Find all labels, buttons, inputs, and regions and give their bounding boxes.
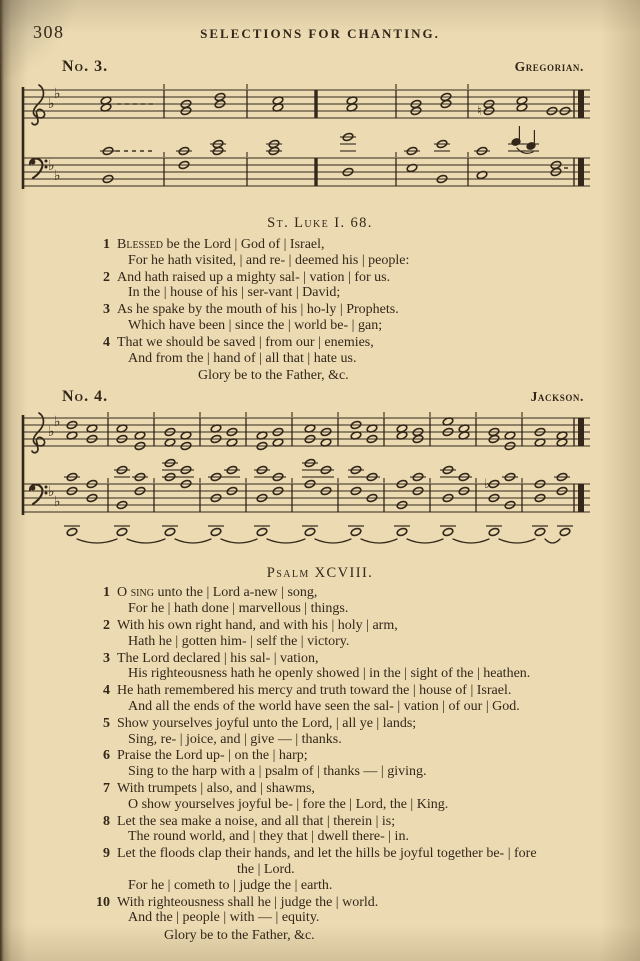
verse-number: 9 — [103, 846, 110, 862]
verse-number: 1 — [103, 585, 110, 601]
verse — [86, 895, 628, 927]
piece-heading — [62, 58, 584, 76]
verse-number: 5 — [103, 715, 110, 731]
verse-line: And hath raised up a mighty sal- | vation | for us. — [117, 269, 391, 285]
verse-list — [86, 585, 628, 926]
verse — [86, 781, 628, 813]
verse — [86, 716, 628, 748]
verse — [86, 302, 628, 334]
svg-text:♭: ♭ — [48, 158, 55, 174]
music-system-no3 — [16, 80, 606, 202]
verse-line: O sing unto the | Lord a-new | song, — [117, 585, 318, 601]
verse-number: 4 — [103, 683, 110, 699]
gloria-line: Glory be to the Father, &c. — [198, 368, 349, 384]
verse-number: 7 — [103, 780, 110, 796]
svg-text:♭: ♭ — [484, 477, 491, 493]
verse-line: O show yourselves joyful be- | fore the | Lord, the | King. — [128, 796, 449, 812]
verse-line: The Lord declared | his sal- | vation, — [117, 650, 319, 666]
verse-line: the | Lord. — [237, 861, 295, 877]
svg-text:♮: ♮ — [477, 104, 482, 119]
page-header — [0, 0, 640, 46]
verse-lead-word: O sing — [117, 585, 154, 601]
verse-number: 1 — [103, 237, 110, 252]
verse-number: 6 — [103, 748, 110, 764]
verse-line: That we should be saved | from our | enemies, — [117, 334, 374, 350]
verse-line: Sing to the harp with a | psalm of | thanks — | giving. — [128, 764, 427, 780]
composer-name: Jackson. — [530, 389, 584, 405]
verse — [86, 846, 628, 893]
verse-line: Hath he | gotten him- | self the | victory. — [128, 633, 350, 649]
verse-line: With trumpets | also, and | shawms, — [117, 780, 315, 796]
verse-number: 2 — [103, 617, 110, 633]
verse — [86, 748, 628, 780]
verse-line: In the | house of his | ser-vant | David; — [128, 285, 341, 301]
piece-number: No. 4. — [62, 388, 109, 406]
verse-line: With his own right hand, and with his | holy | arm, — [117, 617, 398, 633]
running-title: SELECTIONS FOR CHANTING. — [200, 26, 440, 41]
verse-line: Praise the Lord up- | on the | harp; — [117, 748, 308, 764]
verse-line: As he spake by the mouth of his | ho-ly | Prophets. — [117, 302, 399, 318]
verse-line: The round world, and | they that | dwell there- | in. — [128, 829, 409, 845]
verse-line: Let the sea make a noise, and all that | therein | is; — [117, 813, 396, 829]
canticle-title: St. Luke I. 68. — [267, 215, 373, 231]
verse-list — [86, 237, 628, 366]
verse-number: 8 — [103, 813, 110, 829]
svg-text:♭: ♭ — [54, 414, 61, 431]
verse-line: Let the floods clap their hands, and let the hills be joyful together be- | fore — [117, 846, 537, 862]
verse-line: With righteousness shall he | judge the | world. — [117, 894, 379, 910]
chant-section-no3 — [0, 58, 640, 384]
verse-line: He hath remembered his mercy and truth toward the | house of | Israel. — [117, 683, 512, 699]
page-number: 308 — [33, 22, 65, 42]
music-system-no4 — [16, 408, 606, 554]
chant-section-no4 — [0, 388, 640, 944]
verse-line: Sing, re- | joice, and | give — | thanks. — [128, 731, 342, 747]
verse — [86, 814, 628, 846]
verse — [86, 618, 628, 650]
verse — [86, 335, 628, 367]
svg-text:♭: ♭ — [48, 484, 55, 501]
psalm-title: Psalm XCVIII. — [266, 565, 374, 582]
svg-text:♭: ♭ — [54, 494, 61, 511]
verse-number: 3 — [103, 302, 110, 318]
verse-line: For he | hath done | marvellous | things. — [128, 601, 349, 617]
verse-number: 3 — [103, 650, 110, 666]
verse-number: 2 — [103, 269, 110, 285]
verse-line: For he | cometh to | judge the | earth. — [128, 877, 333, 893]
composer-name: Gregorian. — [514, 59, 584, 74]
gloria-line: Glory be to the Father, &c. — [164, 928, 315, 944]
verse-line: And the | people | with — | equity. — [128, 910, 320, 926]
piece-number: No. 3. — [62, 58, 109, 75]
verse-number: 10 — [96, 894, 110, 910]
svg-text:♭: ♭ — [48, 424, 55, 441]
verse — [86, 683, 628, 715]
svg-text:♭: ♭ — [54, 86, 61, 102]
verse — [86, 270, 628, 302]
verse — [86, 585, 628, 617]
piece-heading — [62, 388, 584, 406]
verse-line: And from the | hand of | all that | hate us. — [128, 350, 357, 366]
svg-text:♭: ♭ — [54, 168, 61, 184]
verse-line: For he hath visited, | and re- | deemed his | people: — [128, 252, 410, 268]
verse — [86, 237, 628, 269]
verse-lead-word: Blessed — [117, 237, 164, 252]
verse-line: Show yourselves joyful unto the Lord, | all ye | lands; — [117, 715, 417, 731]
verse-line: Which have been | since the | world be- | gan; — [128, 317, 383, 333]
verse-line: His righteousness hath he openly showed | in the | sight of the | heathen. — [128, 666, 531, 682]
verse-number: 4 — [103, 334, 110, 350]
svg-text:♭: ♭ — [48, 96, 55, 112]
verse — [86, 651, 628, 683]
verse-line: And all the ends of the world have seen the sal- | vation | of our | God. — [128, 698, 520, 714]
verse-line: Blessed be the Lord | God of | Israel, — [117, 237, 325, 252]
